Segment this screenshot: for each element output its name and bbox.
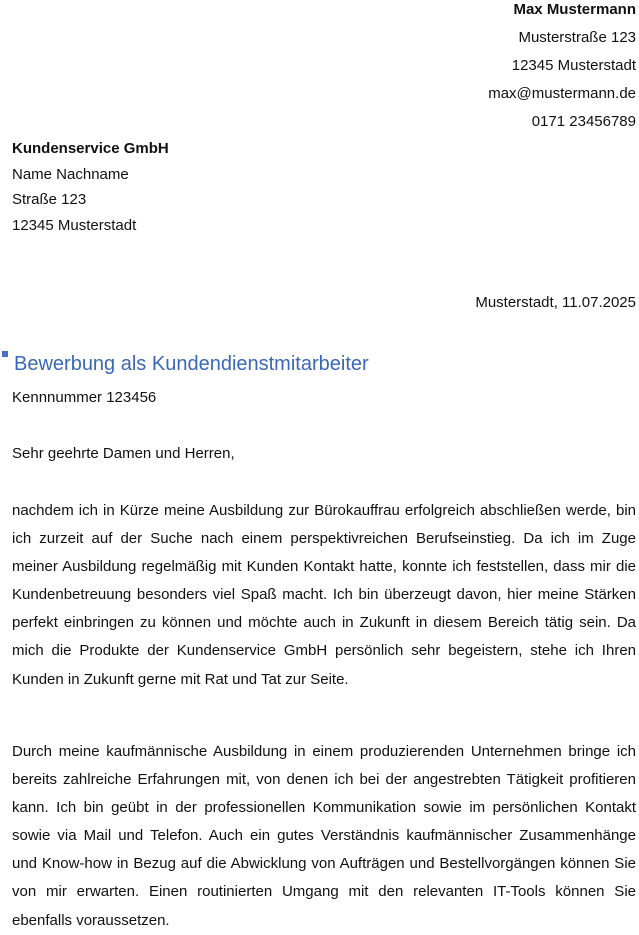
body-paragraph-2: Durch meine kaufmännische Ausbildung in einem produzierenden Unternehmen bringe ich bereits zahlreiche Erfahrungen mit, von denen ich bei der angestrebten Tätigkeit profitieren kann. Ich bin geübt in der professionellen Kommunikation sowie im persönlichen Kontakt sowie via Mail und Telefon. Auch ein gutes Verständnis kaufmännischer Zusammenhänge und Know-how in Bezug auf die Abwicklung von Aufträgen und Bestellvorgängen können Sie von mir erwarten. Einen routinierten Umgang mit den relevanten IT-Tools können Sie ebenfalls voraussetzen. (12, 743, 636, 929)
recipient-company: Kundenservice GmbH (12, 140, 169, 157)
recipient-street: Straße 123 (12, 191, 87, 208)
recipient-city: 12345 Musterstadt (12, 216, 137, 234)
body-paragraph-1: nachdem ich in Kürze meine Ausbildung zur Bürokauffrau erfolgreich abschließen werde, bin ich zurzeit auf der Suche nach einem perspektivreichen Berufseinstieg. Da ich im Zuge meiner Ausbildung regelmäßig mit Kunden Kontakt hatte, konnte ich feststellen, dass mir die Kundenbetreuung besonders viel Spaß macht. Ich bin überzeugt davon, hier meine Stärken perfekt einbringen zu können und möchte auch in Zukunft in diesem Bereich tätig sein. Da mich die Produkte der Kundenservice GmbH persönlich sehr begeistern, stehe ich Ihren Kunden in Zukunft gerne mit Rat und Tat zur Seite. (12, 502, 636, 688)
sender-name: Max Mustermann (513, 1, 636, 18)
sender-street: Musterstraße 123 (518, 29, 636, 46)
sender-email: max@mustermann.de (488, 85, 636, 102)
letter-subject: Bewerbung als Kundendienstmitarbeiter (14, 353, 369, 375)
salutation: Sehr geehrte Damen und Herren, (12, 445, 235, 462)
recipient-address-block (12, 136, 169, 238)
recipient-contact: Name Nachname (12, 165, 129, 183)
reference-number: Kennnummer 123456 (12, 389, 157, 406)
sender-city: 12345 Musterstadt (511, 57, 636, 74)
sender-address-block (488, 0, 636, 136)
heading-marker (2, 351, 8, 357)
letter-date: Musterstadt, 11.07.2025 (475, 294, 636, 311)
sender-phone: 0171 23456789 (531, 113, 636, 130)
